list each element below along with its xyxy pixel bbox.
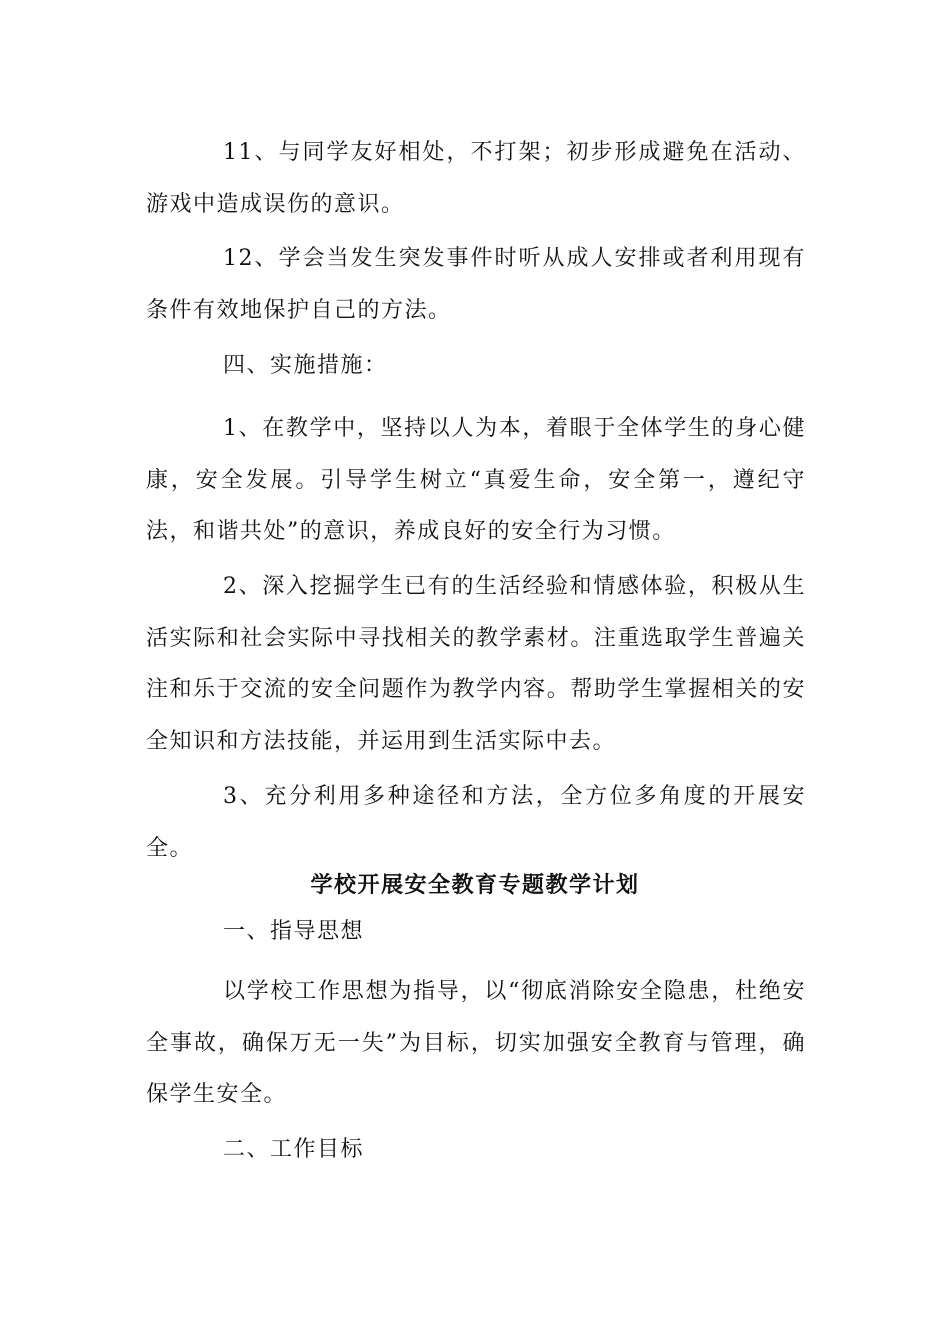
section-heading-guiding-thought: 一、指导思想 — [223, 919, 365, 944]
paragraph-measure-3: 3、充分利用多种途径和方法，全方位多角度的开展安全。 — [146, 784, 806, 861]
paragraph-measure-2: 2、深入挖掘学生已有的生活经验和情感体验，积极从生活实际和社会实际中寻找相关的教学素材。注重选取学生普遍关注和乐于交流的安全问题作为教学内容。帮助学生掌握相关的安全知识和方法技能，并运用到生活实际中去。 — [146, 574, 806, 754]
paragraph-measure-1: 1、在教学中，坚持以人为本，着眼于全体学生的身心健康，安全发展。引导学生树立“真爱生命，安全第一，遵纪守法，和谐共处”的意识，养成良好的安全行为习惯。 — [146, 416, 806, 544]
paragraph-item-11: 11、与同学友好相处，不打架；初步形成避免在活动、游戏中造成误伤的意识。 — [146, 140, 806, 217]
paragraph-guiding-thought: 以学校工作思想为指导，以“彻底消除安全隐患，杜绝安全事故，确保万无一失”为目标，切实加强安全教育与管理，确保学生安全。 — [146, 979, 806, 1107]
section-heading-work-goals: 二、工作目标 — [223, 1137, 365, 1162]
document-title: 学校开展安全教育专题教学计划 — [310, 872, 640, 898]
paragraph-item-12: 12、学会当发生突发事件时听从成人安排或者利用现有条件有效地保护自己的方法。 — [146, 246, 806, 323]
section-heading-implementation: 四、实施措施： — [223, 353, 388, 378]
